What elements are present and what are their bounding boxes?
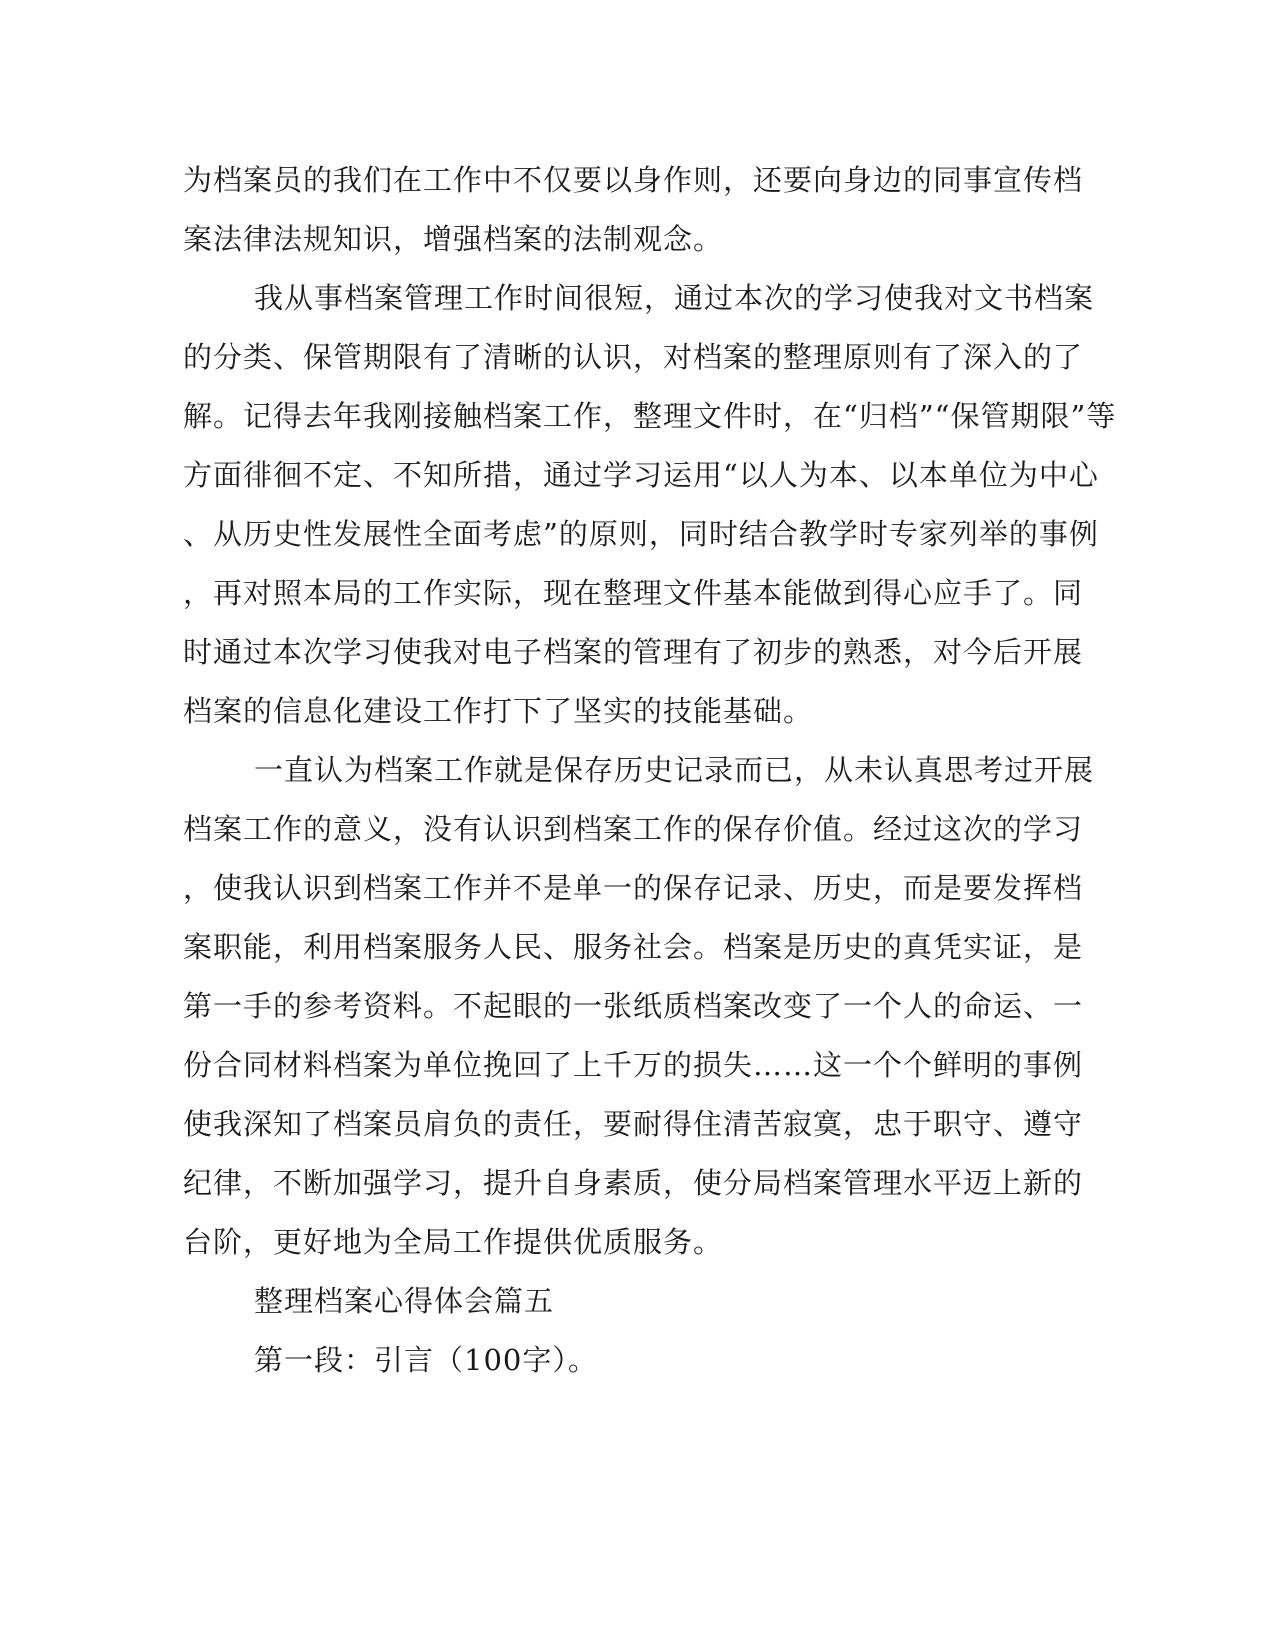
paragraph-2-line-2: 的分类、保管期限有了清晰的认识，对档案的整理原则有了深入的了 — [183, 340, 1084, 374]
paragraph-3-line-5: 第一手的参考资料。不起眼的一张纸质档案改变了一个人的命运、一 — [183, 989, 1084, 1023]
paragraph-3-line-6: 份合同材料档案为单位挽回了上千万的损失……这一个个鲜明的事例 — [183, 1048, 1084, 1082]
paragraph-2-line-4: 方面徘徊不定、不知所措，通过学习运用“以人为本、以本单位为中心 — [183, 458, 1099, 492]
paragraph-3-line-4: 案职能，利用档案服务人民、服务社会。档案是历史的真凭实证，是 — [183, 930, 1084, 964]
paragraph-2-line-8: 档案的信息化建设工作打下了坚实的技能基础。 — [183, 694, 814, 728]
paragraph-1-line-2: 案法律法规知识，增强档案的法制观念。 — [183, 222, 724, 256]
paragraph-3-line-2: 档案工作的意义，没有认识到档案工作的保存价值。经过这次的学习 — [183, 812, 1084, 846]
paragraph-3-line-9: 台阶，更好地为全局工作提供优质服务。 — [183, 1225, 724, 1259]
paragraph-3-line-1: 一直认为档案工作就是保存历史记录而已，从未认真思考过开展 — [254, 753, 1095, 787]
section-heading: 整理档案心得体会篇五 — [254, 1284, 555, 1318]
paragraph-1-line-1: 为档案员的我们在工作中不仅要以身作则，还要向身边的同事宣传档 — [183, 163, 1084, 197]
paragraph-3-line-7: 使我深知了档案员肩负的责任，要耐得住清苦寂寞，忠于职守、遵守 — [183, 1107, 1084, 1141]
subheading: 第一段：引言（100字）。 — [254, 1343, 598, 1377]
paragraph-2-line-1: 我从事档案管理工作时间很短，通过本次的学习使我对文书档案 — [254, 281, 1095, 315]
paragraph-2-line-7: 时通过本次学习使我对电子档案的管理有了初步的熟悉，对今后开展 — [183, 635, 1084, 669]
paragraph-2-line-3: 解。记得去年我刚接触档案工作，整理文件时，在“归档”“保管期限”等 — [183, 399, 1117, 433]
paragraph-3-line-8: 纪律，不断加强学习，提升自身素质，使分局档案管理水平迈上新的 — [183, 1166, 1084, 1200]
paragraph-2-line-5: 、从历史性发展性全面考虑”的原则，同时结合教学时专家列举的事例 — [183, 517, 1099, 551]
paragraph-2-line-6: ，再对照本局的工作实际，现在整理文件基本能做到得心应手了。同 — [183, 576, 1084, 610]
paragraph-3-line-3: ，使我认识到档案工作并不是单一的保存记录、历史，而是要发挥档 — [183, 871, 1084, 905]
